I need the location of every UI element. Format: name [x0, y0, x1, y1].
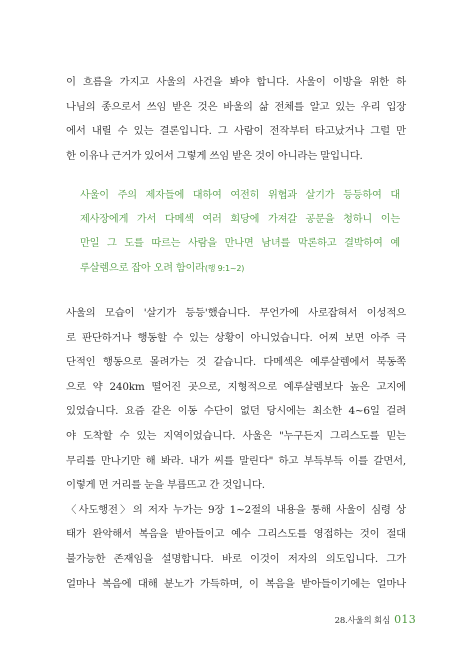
quote-line — [80, 257, 400, 281]
text-line: 이 흐름을 가지고 사울의 사건을 봐야 합니다. 사울이 이방을 위한 하 — [66, 76, 406, 88]
paragraph-1 — [66, 70, 406, 168]
scripture-quote — [80, 184, 400, 281]
text-line: 불가능한 존재임을 설명합니다. 바로 이것이 저자의 의도입니다. 그가 — [66, 552, 406, 565]
page-footer — [335, 608, 416, 627]
text-line: 무리를 만나기만 해 봐라. 내가 씨를 말린다" 하고 부득부득 이를 갈면서, — [66, 454, 406, 467]
quote-line: 만일 그 도를 따르는 사람을 만나면 남녀를 막론하고 결박하여 예 — [80, 238, 400, 250]
text-line: 으로 약 240km 떨어진 곳으로, 지형적으로 예루살렘보다 높은 고지에 — [66, 380, 406, 393]
page-number: 013 — [394, 613, 416, 626]
text-line: 사울의 모습이 '살기가 등등'했습니다. 무언가에 사로잡혀서 이성적으 — [66, 307, 406, 319]
quote-line: 사울이 주의 제자들에 대하여 여전히 위협과 살기가 등등하여 대 — [80, 190, 400, 201]
text-line: 나님의 종으로서 쓰임 받은 것은 바울의 삶 전체를 알고 있는 우리 입장 — [66, 100, 406, 113]
quote-line: 제사장에게 가서 다메섹 여러 회당에 가져갈 공문을 청하니 이는 — [80, 214, 400, 226]
paragraph-2 — [66, 301, 406, 596]
text-line: 태가 완악해서 복음을 받아들이고 예수 그리스도를 영접하는 것이 절대 — [66, 528, 406, 541]
quote-last-text: 루살렘으로 잡아 오려 함이라 — [80, 262, 205, 274]
text-line: 에서 내릴 수 있는 결론입니다. 그 사람이 전작부터 타고났거나 그럴 만 — [66, 125, 406, 138]
chapter-title: 28.사울의 회심 — [334, 616, 391, 626]
scripture-reference: (행 9:1~2) — [204, 263, 245, 273]
text-line: 로 판단하거나 행동할 수 있는 상황이 아니었습니다. 어찌 보면 아주 극 — [66, 331, 406, 344]
text-line: 있었습니다. 요즘 같은 이동 수단이 없던 당시에는 최소한 4~6일 걸려 — [66, 405, 406, 418]
text-line: 야 도착할 수 있는 지역이었습니다. 사울은 "누구든지 그리스도를 믿는 — [66, 429, 406, 442]
text-line: 단적인 행동으로 몰려가는 것 같습니다. 다메섹은 예루살렘에서 북동쪽 — [66, 356, 406, 369]
text-line: 한 이유나 근거가 있어서 그렇게 쓰임 받은 것이 아니라는 말입니다. — [66, 149, 363, 162]
text-line: 〈사도행전〉의 저자 누가는 9장 1~2절의 내용을 통해 사울이 심령 상 — [66, 503, 406, 516]
text-line: 얼마나 복음에 대해 분노가 가득하며, 이 복음을 받아들이기에는 얼마나 — [66, 577, 406, 590]
text-line: 이렇게 먼 거리를 눈을 부릅뜨고 간 것입니다. — [66, 479, 265, 492]
